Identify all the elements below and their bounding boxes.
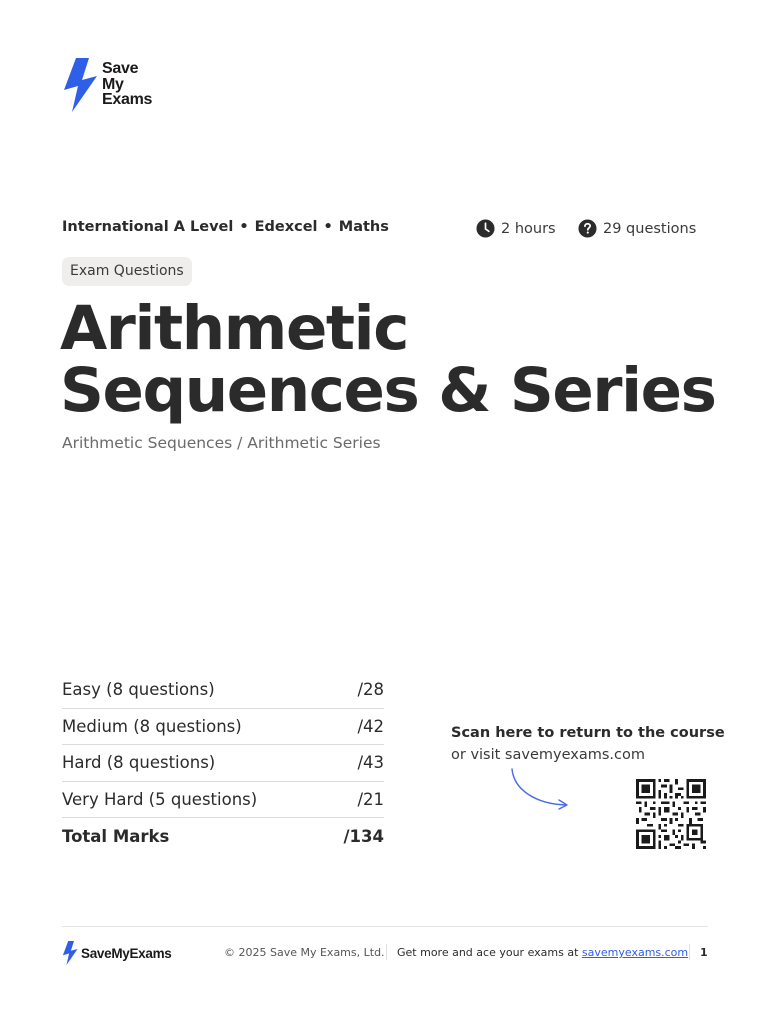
course-breadcrumb (62, 219, 389, 235)
footer-separator (689, 944, 690, 960)
breadcrumb-separator: • (323, 219, 333, 235)
page-number: 1 (700, 946, 708, 959)
qr-code[interactable] (634, 779, 708, 849)
footer-more-text (397, 946, 688, 959)
brand-logo-text (102, 58, 152, 108)
subtopics: Arithmetic Sequences / Arithmetic Series (62, 434, 381, 452)
course-subject: Maths (338, 219, 389, 235)
footer-separator (386, 944, 387, 960)
marks-row-easy (62, 672, 384, 709)
duration-stat (476, 219, 556, 238)
meta-row (62, 219, 708, 239)
marks-table (62, 672, 384, 855)
marks-row-label: Medium (8 questions) (62, 716, 242, 736)
marks-row-value: /21 (357, 789, 384, 809)
course-level: International A Level (62, 219, 234, 235)
total-marks-label: Total Marks (62, 826, 170, 846)
total-marks-value: /134 (343, 826, 384, 846)
duration-text: 2 hours (501, 220, 556, 237)
footer-copyright: © 2025 Save My Exams, Ltd. (224, 946, 385, 959)
brand-logo (62, 58, 152, 112)
marks-row-value: /28 (357, 680, 384, 700)
footer-brand-name: SaveMyExams (81, 945, 172, 961)
marks-row-very-hard (62, 782, 384, 819)
breadcrumb-separator: • (239, 219, 249, 235)
footer-divider (62, 926, 708, 927)
marks-row-medium (62, 709, 384, 746)
footer-link[interactable]: savemyexams.com (581, 946, 689, 959)
marks-row-total (62, 818, 384, 855)
question-circle-icon (578, 219, 597, 238)
page-title: Arithmetic Sequences & Series (60, 293, 716, 426)
lightning-bolt-icon (62, 941, 78, 965)
marks-row-label: Very Hard (5 questions) (62, 789, 258, 809)
marks-row-value: /42 (357, 716, 384, 736)
scan-callout (451, 722, 725, 766)
footer-logo (62, 941, 172, 965)
exam-questions-badge: Exam Questions (62, 257, 192, 286)
questions-stat (578, 219, 696, 238)
questions-text: 29 questions (603, 220, 697, 237)
logo-line-my: My (102, 75, 124, 93)
marks-row-value: /43 (357, 753, 384, 773)
footer-more-label: Get more and ace your exams at (397, 946, 582, 959)
lightning-bolt-icon (62, 58, 98, 112)
marks-row-label: Easy (8 questions) (62, 680, 215, 700)
scan-title: Scan here to return to the course (451, 725, 725, 741)
course-board: Edexcel (254, 219, 318, 235)
clock-icon (476, 219, 495, 238)
marks-row-hard (62, 745, 384, 782)
scan-subtitle: or visit savemyexams.com (451, 747, 645, 763)
curved-arrow-icon (506, 766, 572, 812)
marks-row-label: Hard (8 questions) (62, 753, 216, 773)
logo-line-save: Save (102, 60, 139, 77)
logo-line-exams: Exams (102, 91, 153, 108)
